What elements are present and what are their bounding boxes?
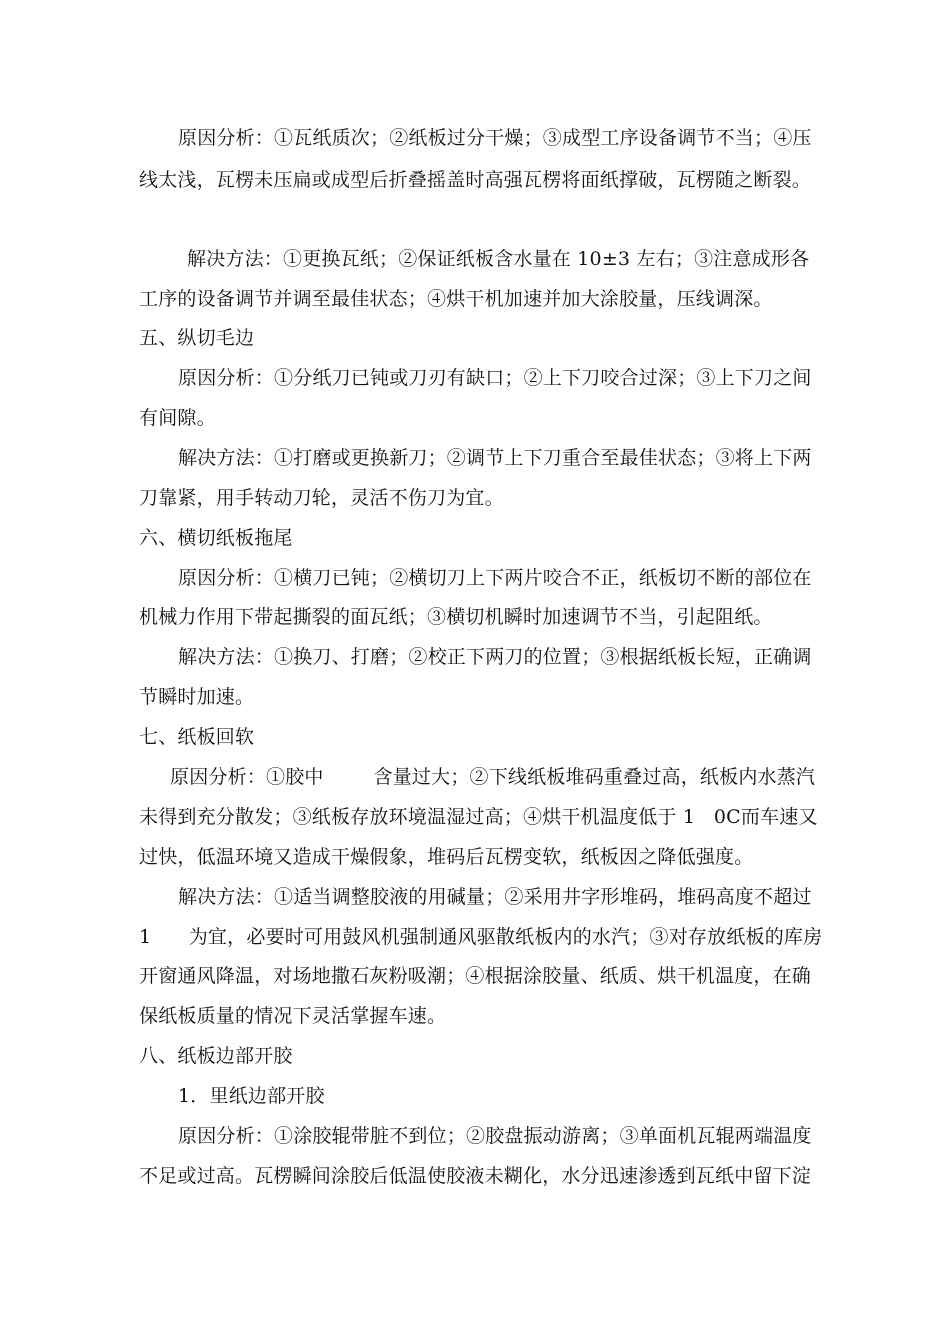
paragraph-line: 机械力作用下带起撕裂的面瓦纸；③横切机瞬时加速调节不当，引起阻纸。 xyxy=(139,606,773,628)
paragraph-line: 解决方法：①更换瓦纸；②保证纸板含水量在 10±3 左右；③注意成形各 xyxy=(187,248,810,270)
paragraph-line: 解决方法：①换刀、打磨；②校正下两刀的位置；③根据纸板长短，正确调 xyxy=(178,646,812,668)
paragraph-line: 解决方法：①适当调整胶液的用碱量；②采用井字形堆码，堆码高度不超过 xyxy=(178,886,812,908)
paragraph-line: 原因分析：①横刀已钝；②横切刀上下两片咬合不正，纸板切不断的部位在 xyxy=(178,567,812,589)
section-heading: 八、纸板边部开胶 xyxy=(139,1045,293,1067)
paragraph-line: 刀靠紧，用手转动刀轮，灵活不伤刀为宜。 xyxy=(139,487,504,509)
paragraph-line: 1 为宜，必要时可用鼓风机强制通风驱散纸板内的水汽；③对存放纸板的库房 xyxy=(139,926,823,948)
paragraph-line: 原因分析：①瓦纸质次；②纸板过分干燥；③成型工序设备调节不当；④压 xyxy=(178,127,812,149)
paragraph-line: 保纸板质量的情况下灵活掌握车速。 xyxy=(139,1005,447,1027)
paragraph-line: 工序的设备调节并调至最佳状态；④烘干机加速并加大涂胶量，压线调深。 xyxy=(139,288,773,310)
section-heading: 七、纸板回软 xyxy=(139,726,255,748)
paragraph-line: 原因分析：①涂胶辊带脏不到位；②胶盘振动游离；③单面机瓦辊两端温度 xyxy=(178,1125,812,1147)
section-heading: 六、横切纸板拖尾 xyxy=(139,527,293,549)
paragraph-line: 不足或过高。瓦楞瞬间涂胶后低温使胶液未糊化，水分迅速渗透到瓦纸中留下淀 xyxy=(139,1165,812,1187)
section-heading: 五、纵切毛边 xyxy=(139,327,255,349)
paragraph-line: 未得到充分散发；③纸板存放环境温湿过高；④烘干机温度低于 1 0C而车速又 xyxy=(139,806,818,828)
paragraph-line: 线太浅，瓦楞未压扁或成型后折叠摇盖时高强瓦楞将面纸撑破，瓦楞随之断裂。 xyxy=(139,169,812,191)
paragraph-line: 解决方法：①打磨或更换新刀；②调节上下刀重合至最佳状态；③将上下两 xyxy=(178,447,812,469)
paragraph-line: 原因分析：①分纸刀已钝或刀刃有缺口；②上下刀咬合过深；③上下刀之间 xyxy=(178,367,812,389)
subsection-heading: 1．里纸边部开胶 xyxy=(178,1085,325,1107)
paragraph-line: 原因分析：①胶中 含量过大；②下线纸板堆码重叠过高，纸板内水蒸汽 xyxy=(170,766,816,788)
paragraph-line: 过快，低温环境又造成干燥假象，堆码后瓦楞变软，纸板因之降低强度。 xyxy=(139,846,754,868)
paragraph-line: 有间隙。 xyxy=(139,407,216,429)
paragraph-line: 开窗通风降温，对场地撒石灰粉吸潮；④根据涂胶量、纸质、烘干机温度，在确 xyxy=(139,965,812,987)
paragraph-line: 节瞬时加速。 xyxy=(139,686,255,708)
